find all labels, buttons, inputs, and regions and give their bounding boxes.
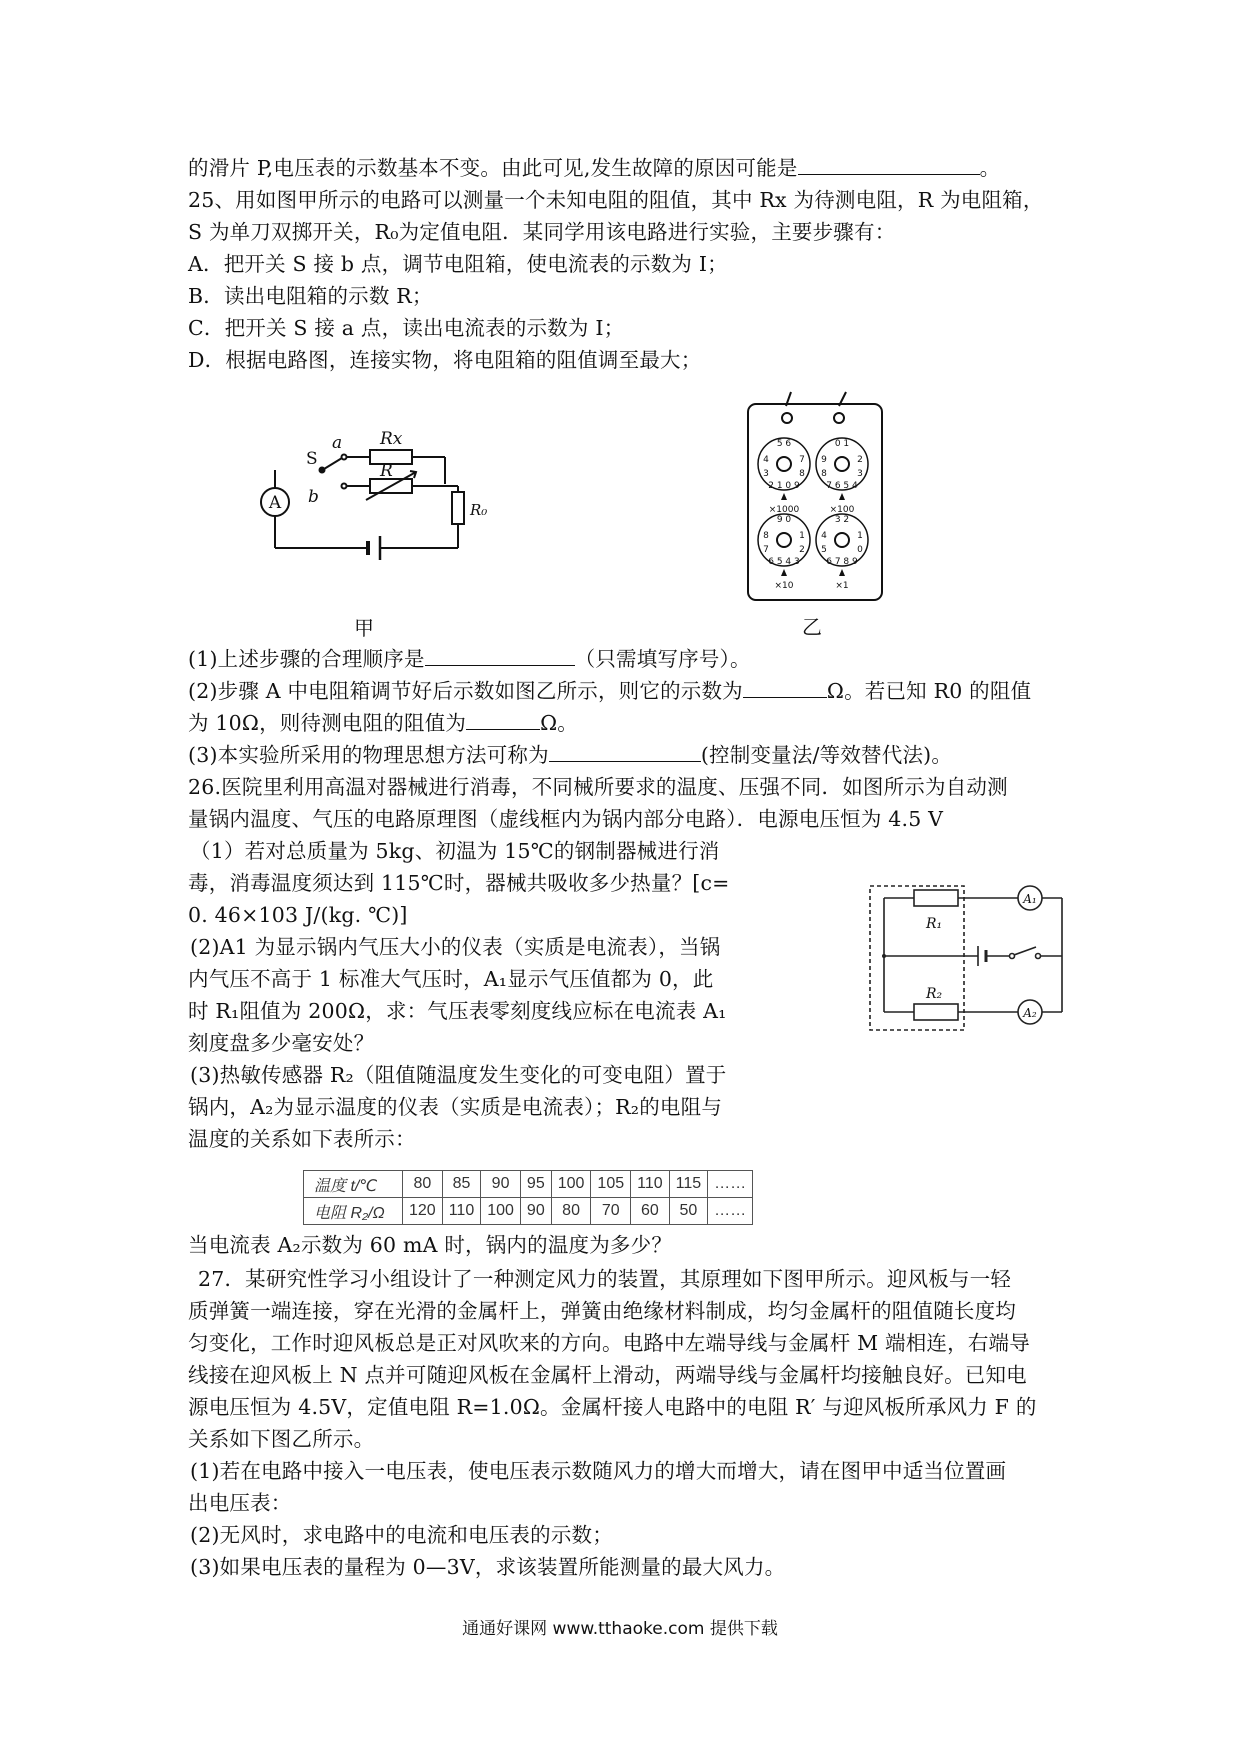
point-a-label: a [332, 433, 343, 453]
svg-text:0: 0 [857, 545, 863, 555]
table-header: 温度 t/℃ [304, 1171, 403, 1198]
resistance-box-yi [746, 390, 886, 602]
svg-text:5: 5 [821, 545, 827, 555]
answer-blank[interactable] [466, 707, 540, 730]
text: Ω。 [540, 711, 579, 735]
q25-line: 25、用如图甲所示的电路可以测量一个未知电阻的阻值，其中 Rx 为待测电阻，R 为电阻箱， [188, 188, 1044, 212]
svg-text:9 0: 9 0 [776, 515, 792, 525]
text: Ω。若已知 R0 的阻值 [826, 679, 1032, 703]
svg-text:2: 2 [857, 455, 863, 465]
mult-100-label: ×100 [829, 505, 855, 515]
q25-step-c: C．把开关 S 接 a 点，读出电流表的示数为 I； [188, 316, 625, 340]
terminal-left [782, 413, 792, 423]
q26-sub1: （1）若对总质量为 5kg、初温为 15℃的钢制器械进行消 [190, 839, 720, 863]
r0-label: R₀ [470, 501, 488, 519]
q26-sub3: (3)热敏传感器 R₂（阻值随温度发生变化的可变电阻）置于 [190, 1063, 727, 1087]
text: 为 10Ω，则待测电阻的阻值为 [188, 711, 467, 735]
q27-line: 线接在迎风板上 N 点并可随迎风板在金属杆上滑动，两端导线与金属杆均接触良好。已知电 [188, 1363, 1027, 1387]
svg-text:9: 9 [821, 455, 827, 465]
switch-label: S [306, 449, 318, 469]
a1-label: A₁ [1023, 892, 1037, 906]
q25-sub1 [188, 642, 1068, 676]
q27-line: 关系如下图乙所示。 [188, 1427, 375, 1451]
q25-step-a: A．把开关 S 接 b 点，调节电阻箱，使电流表的示数为 I； [188, 252, 728, 276]
answer-blank[interactable] [425, 643, 575, 666]
text: (控制变量法/等效替代法)。 [700, 743, 953, 767]
rx-label: Rx [380, 429, 403, 449]
a2-label: A₂ [1023, 1006, 1037, 1020]
svg-text:3: 3 [763, 469, 769, 479]
q26-sub1-cont: 0. 46×103 J/(kg. ℃)] [188, 903, 408, 927]
ammeter-label: A [268, 493, 282, 513]
text: 。 [979, 156, 1001, 180]
table-cell: 100 [481, 1198, 521, 1225]
q26-sub2-cont: 时 R₁阻值为 200Ω，求：气压表零刻度线应标在电流表 A₁ [188, 999, 727, 1023]
table-cell: 85 [442, 1171, 481, 1198]
point-b-label: b [308, 487, 319, 507]
footer-credit: 通通好课网 www.tthaoke.com 提供下载 [462, 1619, 778, 1639]
q25-sub3 [188, 738, 1068, 772]
circuit-jia [268, 429, 500, 570]
text: (2)步骤 A 中电阻箱调节好后示数如图乙所示，则它的示数为 [188, 679, 743, 703]
svg-text:7 6 5 4: 7 6 5 4 [826, 481, 858, 491]
terminal-right [834, 413, 844, 423]
answer-blank[interactable] [549, 739, 701, 762]
mult-1000-label: ×1000 [768, 505, 800, 515]
r1-resistor [914, 890, 958, 906]
svg-text:2 1 0 9: 2 1 0 9 [768, 481, 800, 491]
table-cell: 70 [591, 1198, 631, 1225]
q26-sub2: (2)A1 为显示锅内气压大小的仪表（实质是电流表），当锅 [190, 935, 721, 959]
table-cell: 60 [631, 1198, 670, 1225]
q26-sub3-cont: 锅内，A₂为显示温度的仪表（实质是电流表）；R₂的电阻与 [188, 1095, 723, 1119]
q26-line: 量锅内温度、气压的电路原理图（虚线框内为锅内部分电路）．电源电压恒为 4.5 V [188, 807, 944, 831]
svg-text:3: 3 [857, 469, 863, 479]
mult-1-label: ×1 [835, 581, 849, 591]
temperature-resistance-table [303, 1170, 753, 1225]
q25-sub2 [188, 674, 1068, 708]
r2-label: R₂ [926, 986, 943, 1002]
q26-sub2-cont: 内气压不高于 1 标准大气压时，A₁显示气压值都为 0，此 [188, 967, 714, 991]
table-cell: 105 [591, 1171, 631, 1198]
q27-sub3: (3)如果电压表的量程为 0—3V，求该装置所能测量的最大风力。 [190, 1555, 786, 1579]
svg-text:0 1: 0 1 [834, 439, 850, 449]
q26-sub3-question: 当电流表 A₂示数为 60 mA 时，锅内的温度为多少？ [188, 1233, 673, 1257]
table-header: 电阻 R₂/Ω [304, 1198, 403, 1225]
q27-sub1: (1)若在电路中接入一电压表，使电压表示数随风力的增大而增大，请在图甲中适当位置画 [190, 1459, 1007, 1483]
svg-text:1: 1 [857, 531, 863, 541]
answer-blank[interactable] [798, 152, 980, 175]
q27-sub1-cont: 出电压表： [188, 1491, 292, 1515]
q27-line: 质弹簧一端连接，穿在光滑的金属杆上，弹簧由绝缘材料制成，均匀金属杆的阻值随长度均 [188, 1299, 1016, 1323]
q27-line: 源电压恒为 4.5V，定值电阻 R=1.0Ω。金属杆接人电路中的电阻 R′ 与迎风板所承风力 F 的 [188, 1395, 1037, 1419]
svg-text:8: 8 [799, 469, 805, 479]
switch-blade [324, 458, 342, 469]
svg-text:7: 7 [799, 455, 805, 465]
q25-step-b: B．读出电阻箱的示数 R； [188, 284, 433, 308]
svg-text:8: 8 [763, 531, 769, 541]
svg-text:6 7 8 9: 6 7 8 9 [826, 557, 858, 567]
mult-10-label: ×10 [774, 581, 794, 591]
svg-text:4: 4 [763, 455, 769, 465]
circuit-q26 [868, 884, 1078, 1034]
svg-text:3 2: 3 2 [834, 515, 850, 525]
table-cell: 90 [520, 1198, 551, 1225]
table-cell: 110 [631, 1171, 670, 1198]
table-cell: 80 [551, 1198, 591, 1225]
svg-text:6 5 4 3: 6 5 4 3 [768, 557, 800, 567]
q25-step-d: D．根据电路图，连接实物，将电阻箱的阻值调至最大； [188, 348, 702, 372]
q26-sub3-cont: 温度的关系如下表所示： [188, 1127, 416, 1151]
text: (3)本实验所采用的物理思想方法可称为 [188, 743, 549, 767]
q26-sub1-cont: 毒，消毒温度须达到 115℃时，器械共吸收多少热量？[c= [188, 871, 730, 895]
table-cell: 100 [551, 1171, 591, 1198]
table-cell: 90 [481, 1171, 521, 1198]
table-cell: 120 [403, 1198, 443, 1225]
q27-sub2: (2)无风时，求电路中的电流和电压表的示数； [190, 1523, 613, 1547]
q27-line: 27．某研究性学习小组设计了一种测定风力的装置，其原理如下图甲所示。迎风板与一轻 [198, 1267, 1012, 1291]
text: 的滑片 P,电压表的示数基本不变。由此可见,发生故障的原因可能是 [188, 156, 798, 180]
svg-text:7: 7 [763, 545, 769, 555]
figure-caption-jia: 甲 [354, 616, 374, 640]
table-row [304, 1198, 753, 1225]
svg-text:5 6: 5 6 [776, 439, 792, 449]
table-cell: 95 [520, 1171, 551, 1198]
table-cell: 110 [442, 1198, 481, 1225]
q25-sub2-cont [188, 706, 1068, 740]
table-cell: 80 [403, 1171, 443, 1198]
table-cell: …… [708, 1171, 753, 1198]
table-cell: …… [708, 1198, 753, 1225]
table-cell: 50 [669, 1198, 708, 1225]
r-label: R [380, 461, 393, 481]
q26-line: 26.医院里利用高温对器械进行消毒，不同械所要求的温度、压强不同．如图所示为自动测 [188, 775, 1008, 799]
r0-resistor [452, 492, 464, 524]
answer-blank[interactable] [743, 675, 827, 698]
svg-text:8: 8 [821, 469, 827, 479]
svg-text:1: 1 [799, 531, 805, 541]
q24-tail-line [188, 151, 1068, 185]
svg-text:2: 2 [799, 545, 805, 555]
q26-sub2-cont: 刻度盘多少毫安处？ [188, 1031, 375, 1055]
r2-resistor [914, 1004, 958, 1020]
r1-label: R₁ [926, 916, 943, 932]
figure-caption-yi: 乙 [802, 615, 822, 639]
box-outline [748, 404, 882, 600]
svg-text:4: 4 [821, 531, 827, 541]
text: （只需填写序号）。 [574, 647, 751, 671]
q27-line: 匀变化，工作时迎风板总是正对风吹来的方向。电路中左端导线与金属杆 M 端相连，右端导 [188, 1331, 1030, 1355]
q25-line: S 为单刀双掷开关，R₀为定值电阻．某同学用该电路进行实验，主要步骤有： [188, 220, 896, 244]
table-cell: 115 [669, 1171, 708, 1198]
text: (1)上述步骤的合理顺序是 [188, 647, 425, 671]
table-row [304, 1171, 753, 1198]
